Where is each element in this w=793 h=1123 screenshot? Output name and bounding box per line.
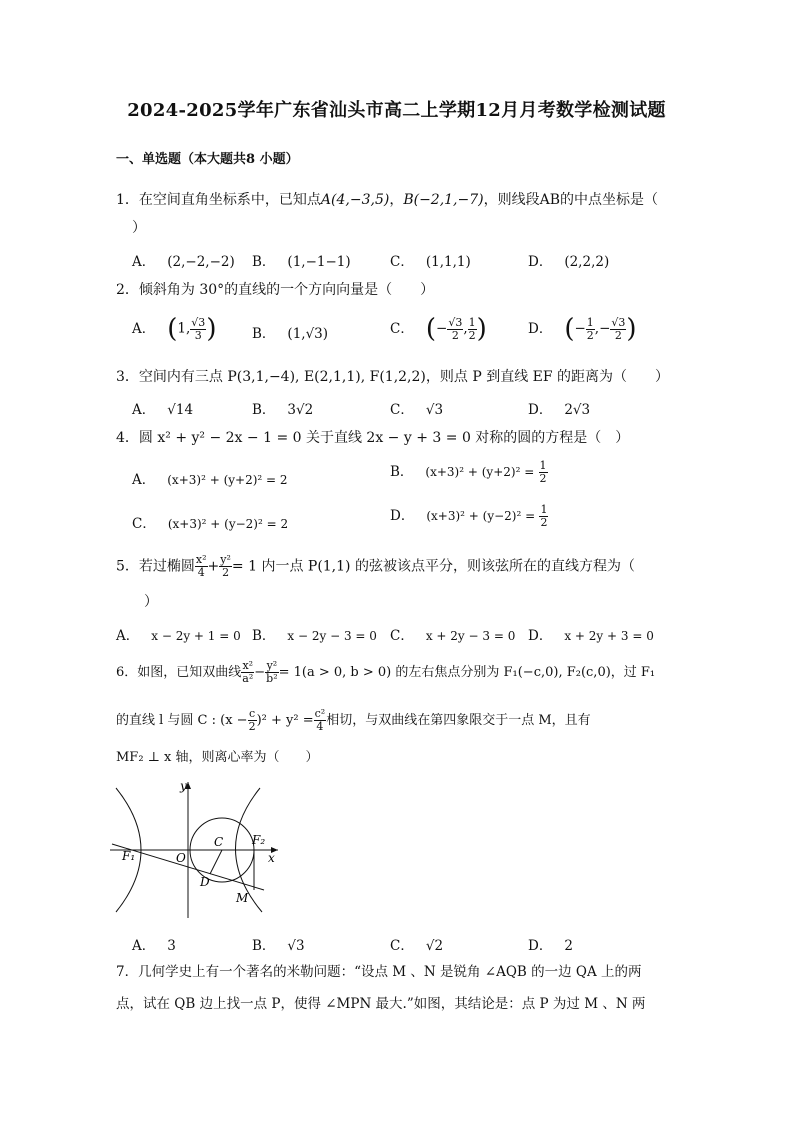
segment-cd [210, 850, 222, 874]
option-label: D． [528, 254, 553, 270]
option-value: (x+3)² + (y−2)² = 2 [167, 517, 289, 531]
q1-option-d [528, 250, 609, 270]
fraction: $\frac{√3}{2}$ [448, 315, 463, 342]
q5-option-a [116, 624, 241, 644]
option-label: A． [132, 472, 156, 488]
option-value: (x+3)² + (y−2)² = [426, 509, 536, 523]
fraction: $\frac{\text{y²}}{2}$ [220, 553, 231, 579]
option-value: − [436, 320, 448, 337]
fraction: $\frac{√3}{2}$ [611, 315, 626, 342]
option-value: √3 [425, 402, 444, 418]
q6-text-tail: = 1(a > 0, b > 0) 的左右焦点分别为 F₁(−c,0), F₂(c,0)，过 F₁ [278, 665, 656, 680]
fraction: $\frac{\text{c²}}{4}$ [314, 707, 326, 733]
option-label: C． [390, 320, 414, 337]
q5-close: ） [144, 594, 158, 610]
q4-option-a [132, 468, 288, 488]
option-value: (2,−2,−2) [167, 254, 235, 270]
q3-option-b [252, 398, 313, 418]
option-label: D． [528, 402, 553, 418]
q1-text: 1．在空间直角坐标系中，已知点 [116, 192, 321, 208]
option-label: B． [252, 628, 276, 644]
option-value: (1,−1−1) [287, 254, 351, 270]
option-value: √2 [425, 938, 444, 954]
question-2: 2．倾斜角为 30°的直线的一个方向向量是（ ） [116, 282, 435, 298]
option-value: √3 [287, 938, 305, 954]
q6-option-c [390, 934, 443, 954]
fraction: $\frac{1}{2}$ [468, 315, 476, 342]
question-6: 6．如图，已知双曲线 $\frac{\text{x²}}{\text{a²}}$ − $\frac{\text{y²}}{\text{b²}}$ = 1(a > 0, b > 0) 的左右焦点分别为 F₁(−c,0), F₂(c,0)，过 F₁ [116, 659, 656, 685]
question-5: 5．若过椭圆 $\frac{\text{x²}}{4}$ + $\frac{\text{y²}}{2}$ = 1 内一点 P(1,1) 的弦被该点平分，则该弦所在的直线方程为（ [116, 553, 635, 579]
question-7: 7．几何学史上有一个著名的米勒问题：“设点 M 、N 是锐角 ∠AQB 的一边 QA 上的两 [116, 964, 642, 980]
option-value: x − 2y − 3 = 0 [287, 629, 377, 643]
option-label: D． [390, 508, 415, 524]
point-m-label: M [236, 891, 249, 905]
option-label: D． [528, 320, 553, 337]
fraction: $\frac{1}{2}$ [540, 503, 548, 529]
x-axis-label: x [268, 851, 275, 865]
option-value: − [574, 320, 586, 337]
q1-point-b: B(−2,1,−7) [403, 192, 484, 208]
fraction: $\frac{\text{x²}}{4}$ [195, 553, 207, 579]
point-d-label: D [200, 875, 210, 889]
q2-option-a: A． (1, $\frac{√3}{3}$ ) [132, 314, 217, 344]
option-value: x + 2y + 3 = 0 [564, 629, 654, 643]
point-f1-label: F₁ [122, 849, 136, 863]
q1-sep: ， [389, 192, 404, 208]
q3-option-d [528, 398, 590, 418]
option-value: 3√2 [287, 402, 314, 418]
origin-label: O [176, 851, 186, 865]
q6-line-2: 的直线 l 与圆 C : (x − $\frac{c}{2}$ )² + y² = $\frac{\text{c²}}{4}$ 相切，与双曲线在第四象限交于一点 M，且有 [116, 707, 591, 733]
option-label: C． [132, 516, 156, 532]
option-value: (x+3)² + (y+2)² = [425, 465, 535, 479]
option-value: (1,√3) [287, 326, 329, 342]
option-label: B． [252, 402, 276, 418]
fraction: $\frac{c}{2}$ [248, 707, 256, 733]
q4-option-b [390, 460, 548, 485]
q6-option-a [132, 934, 176, 954]
option-value: (2,2,2) [564, 254, 610, 270]
option-label: D． [528, 938, 553, 954]
q2-option-b [252, 322, 328, 342]
q6-line-3: MF₂ ⊥ x 轴，则离心率为（ ） [116, 750, 319, 765]
section-heading: 一、单选题（本大题共8 小题） [116, 152, 299, 167]
option-value: x − 2y + 1 = 0 [151, 629, 241, 643]
q6-option-b [252, 934, 305, 954]
option-value: (x+3)² + (y+2)² = 2 [167, 473, 288, 487]
option-label: B． [252, 254, 276, 270]
q5-option-c [390, 624, 515, 644]
fraction: $\frac{\text{x²}}{\text{a²}}$ [242, 659, 254, 685]
q1-option-b [252, 250, 351, 270]
point-c-label: C [214, 835, 224, 849]
q6-option-d [528, 934, 573, 954]
option-label: D． [528, 628, 553, 644]
option-value: 2 [564, 938, 573, 954]
option-label: B． [390, 464, 414, 480]
point-f2-label: F₂ [252, 833, 266, 847]
option-label: B． [252, 938, 276, 954]
y-axis-label: y [180, 779, 187, 793]
option-label: A． [132, 938, 156, 954]
q2-option-c: C． (− $\frac{√3}{2}$ , $\frac{1}{2}$ ) [390, 314, 487, 344]
q1-option-a [132, 250, 235, 270]
question-4: 4．圆 x² + y² − 2x − 1 = 0 关于直线 2x − y + 3 = 0 对称的圆的方程是（ ） [116, 430, 630, 446]
q3-option-a [132, 398, 193, 418]
option-label: A． [132, 254, 156, 270]
page-title: 2024-2025学年广东省汕头市高二上学期12月月考数学检测试题 [127, 100, 666, 121]
option-label: B． [252, 326, 276, 342]
option-value: 1, [177, 320, 191, 337]
option-label: C． [390, 402, 414, 418]
question-1 [116, 190, 658, 210]
fraction: $\frac{1}{2}$ [586, 315, 594, 342]
q1-point-a: A(4,−3,5) [320, 192, 390, 208]
option-label: C． [390, 628, 414, 644]
option-label: C． [390, 938, 414, 954]
option-value: (1,1,1) [425, 254, 471, 270]
option-value: √14 [167, 402, 194, 418]
question-3: 3．空间内有三点 P(3,1,−4), E(2,1,1), F(1,2,2)，则点 P 到直线 EF 的距离为（ ） [116, 369, 670, 385]
q7-line-2: 点，试在 QB 边上找一点 P，使得 ∠MPN 最大.”如图，其结论是：点 P 为过 M 、N 两 [116, 996, 646, 1012]
fraction: $\frac{\text{y²}}{\text{b²}}$ [266, 659, 278, 685]
q3-option-c [390, 398, 443, 418]
q5-text-tail: = 1 内一点 P(1,1) 的弦被该点平分，则该弦所在的直线方程为（ [231, 558, 635, 575]
option-value: x + 2y − 3 = 0 [425, 629, 516, 643]
hyperbola-figure [110, 778, 290, 926]
q4-option-c [132, 512, 288, 532]
q5-option-b [252, 624, 377, 644]
q1-tail: ，则线段AB的中点坐标是（ [483, 192, 659, 208]
q1-close: ） [132, 220, 146, 236]
option-label: A． [132, 320, 156, 337]
fraction: $\frac{√3}{3}$ [191, 315, 206, 342]
fraction: $\frac{1}{2}$ [539, 459, 547, 485]
q1-option-c [390, 250, 471, 270]
q5-option-d [528, 624, 654, 644]
option-value: 3 [167, 938, 176, 954]
q2-option-d: D． (− $\frac{1}{2}$ ,− $\frac{√3}{2}$ ) [528, 314, 637, 344]
option-value: 2√3 [564, 402, 591, 418]
option-label: C． [390, 254, 414, 270]
q6-text: 6．如图，已知双曲线 [116, 665, 242, 680]
q4-option-d [390, 504, 548, 529]
option-label: A． [116, 628, 140, 644]
option-label: A． [132, 402, 156, 418]
q5-text: 5．若过椭圆 [116, 558, 195, 575]
